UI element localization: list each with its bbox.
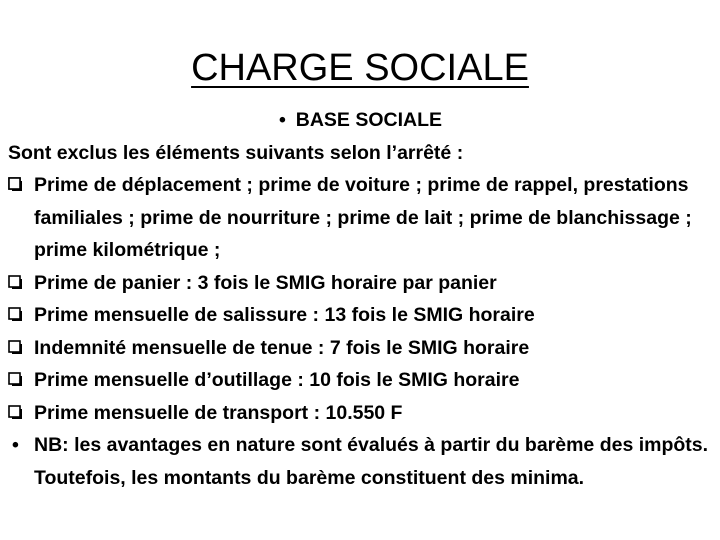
list-item [8,332,713,365]
list-item-text: Prime de déplacement ; prime de voiture ; prime de rappel, prestations familiales ; prime de nourriture ; prime de lait ; prime de blanchissage ; prime kilométrique ; [34,174,692,261]
subheading: BASE SOCIALE [295,109,443,131]
note-item [8,429,713,494]
list-item-text: Indemnité mensuelle de tenue : 7 fois le SMIG horaire [34,336,530,359]
list-item-text: Prime mensuelle de salissure : 13 fois le SMIG horaire [34,304,535,326]
list-item [8,299,713,332]
checkbox-square-icon [8,267,34,300]
bullet-dot-icon: • [278,109,286,131]
list-item-text: Prime mensuelle d’outillage : 10 fois le SMIG horaire [34,369,520,391]
checkbox-square-icon [8,169,34,267]
list-item [8,267,713,300]
slide-body [8,104,713,494]
bullet-dot-icon: • [12,434,19,456]
slide-title [0,44,720,92]
note-text: NB: les avantages en nature sont évalués à partir du barème des impôts. Toutefois, les montants du barème constituent des minima. [34,434,709,489]
list-item-text: Prime de panier : 3 fois le SMIG horaire par panier [34,271,497,294]
intro-text: Sont exclus les éléments suivants selon l’arrêté : [8,141,464,164]
list-item [8,397,713,430]
title-text: CHARGE SOCIALE [191,47,529,89]
checkbox-square-icon [8,397,34,430]
checkbox-square-icon [8,364,34,397]
list-item-text: Prime mensuelle de transport : 10.550 F [34,401,403,424]
checkbox-square-icon [8,299,34,332]
list-item [8,364,713,397]
list-item [8,169,713,267]
checkbox-square-icon [8,332,34,365]
subheading-line [8,104,713,137]
